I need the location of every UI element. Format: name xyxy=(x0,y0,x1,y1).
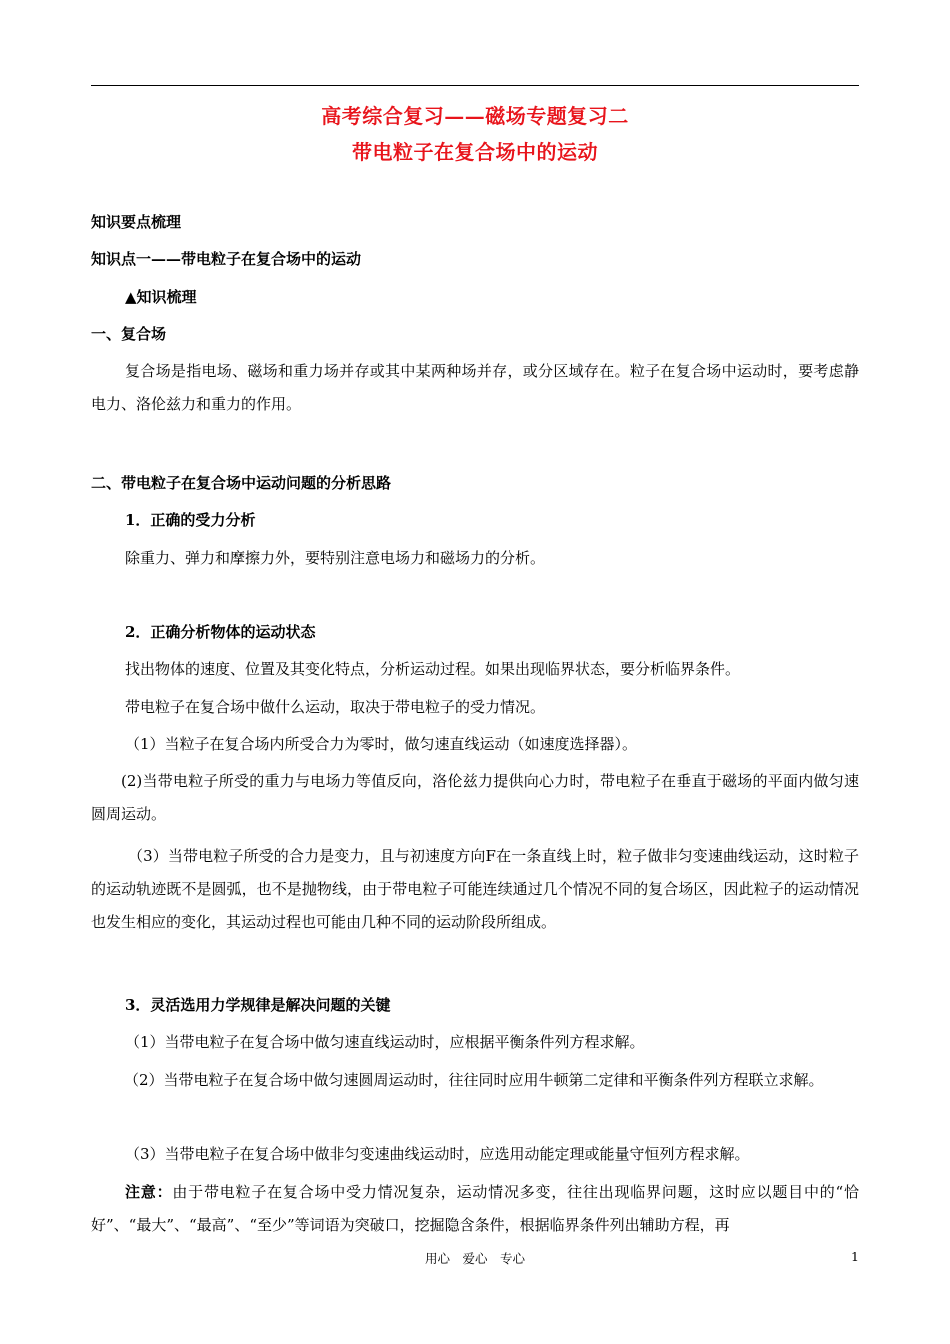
section-2-heading: 二、带电粒子在复合场中运动问题的分析思路 xyxy=(91,474,392,492)
point-2-item-3: （3）当带电粒子所受的合力是变力，且与初速度方向F在一条直线上时，粒子做非匀变速曲线运动，这时粒子的运动轨迹既不是圆弧，也不是抛物线，由于带电粒子可能连续通过几个情况不同的复合场区，因此粒子的运动情况也发生相应的变化，其运动过程也可能由几种不同的运动阶段所组成。 xyxy=(91,847,859,931)
header-rule xyxy=(91,85,859,86)
point-1-text: 除重力、弹力和摩擦力外，要特别注意电场力和磁场力的分析。 xyxy=(125,549,546,567)
title-line-2: 带电粒子在复合场中的运动 xyxy=(352,140,598,164)
knowledge-subheading: ▲知识梳理 xyxy=(125,288,197,306)
point-2-item-1: （1）当粒子在复合场内所受合力为零时，做匀速直线运动（如速度选择器）。 xyxy=(125,735,638,753)
section-heading-main: 知识要点梳理 xyxy=(91,213,182,231)
point-2-text-1: 找出物体的速度、位置及其变化特点，分析运动过程。如果出现临界状态，要分析临界条件。 xyxy=(125,660,741,678)
note-text: 由于带电粒子在复合场中受力情况复杂，运动情况多变，往往出现临界问题，这时应以题目中的“恰好”、“最大”、“最高”、“至少”等词语为突破口，挖掘隐含条件，根据临界条件列出辅助方程，再 xyxy=(91,1183,859,1234)
note-paragraph xyxy=(91,1176,859,1242)
section-1-heading: 一、复合场 xyxy=(91,325,167,343)
title-line-1: 高考综合复习——磁场专题复习二 xyxy=(321,104,629,128)
point-3-item-2: （2）当带电粒子在复合场中做匀速圆周运动时，往往同时应用牛顿第二定律和平衡条件列方程联立求解。 xyxy=(124,1071,824,1089)
point-2-item-2: (2)当带电粒子所受的重力与电场力等值反向，洛伦兹力提供向心力时，带电粒子在垂直于磁场的平面内做匀速圆周运动。 xyxy=(91,772,859,823)
section-1-text: 复合场是指电场、磁场和重力场并存或其中某两种场并存，或分区域存在。粒子在复合场中运动时，要考虑静电力、洛伦兹力和重力的作用。 xyxy=(91,362,859,413)
point-1-heading: 1．正确的受力分析 xyxy=(125,511,256,529)
knowledge-point-heading: 知识点一——带电粒子在复合场中的运动 xyxy=(91,250,362,268)
point-3-item-3: （3）当带电粒子在复合场中做非匀变速曲线运动时，应选用动能定理或能量守恒列方程求解。 xyxy=(125,1145,750,1163)
point-2-heading: 2．正确分析物体的运动状态 xyxy=(125,623,316,641)
point-2-text-2: 带电粒子在复合场中做什么运动，取决于带电粒子的受力情况。 xyxy=(125,698,546,716)
point-3-heading: 3．灵活选用力学规律是解决问题的关键 xyxy=(125,996,391,1014)
note-label: 注意： xyxy=(125,1183,173,1201)
page-footer: 用心 爱心 专心 xyxy=(424,1251,525,1266)
page-number: 1 xyxy=(851,1249,859,1264)
point-3-item-1: （1）当带电粒子在复合场中做匀速直线运动时，应根据平衡条件列方程求解。 xyxy=(125,1033,645,1051)
